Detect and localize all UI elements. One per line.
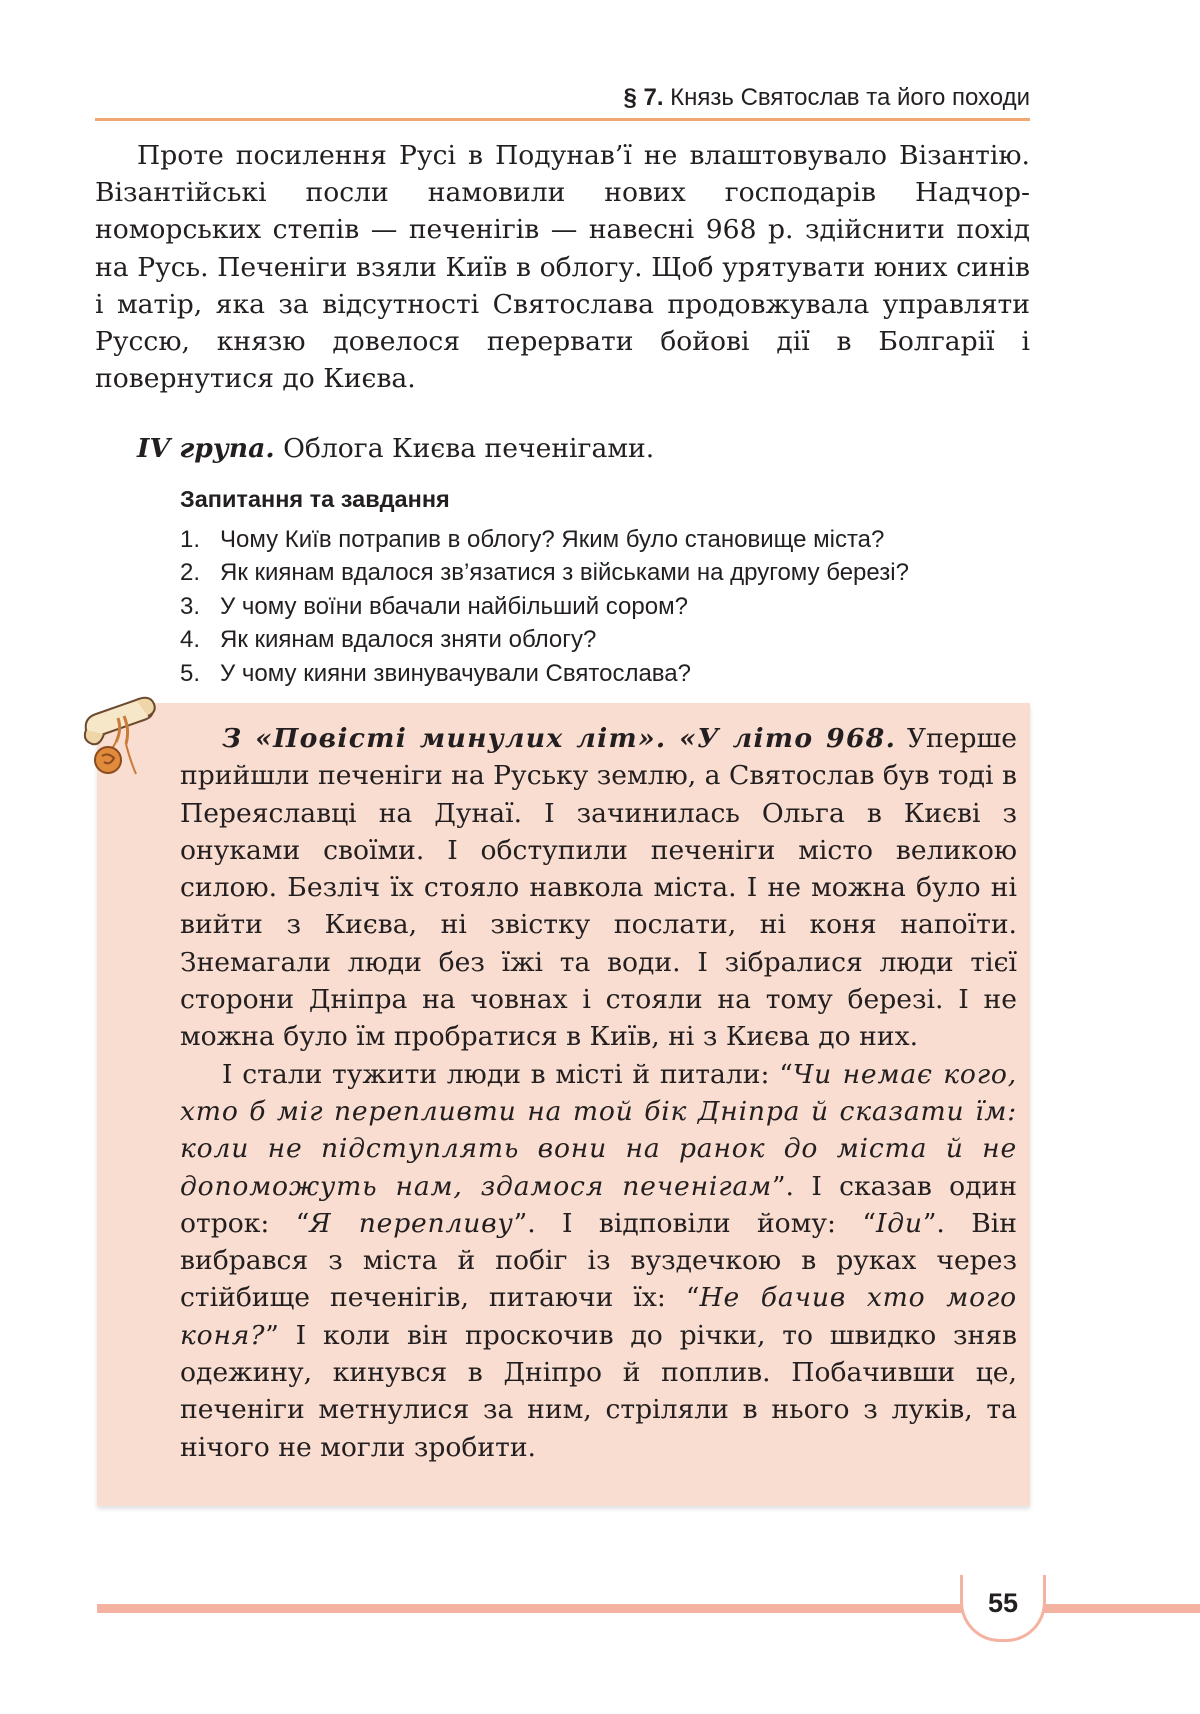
list-item: 4. Як киянам вдалося зняти облогу?: [180, 626, 597, 654]
quote-paragraph-1: З «Повісті минулих літ». «У літо 968. Уперше прийшли печеніги на Руську землю, а Святослав був тоді в Переяславці на Дунаї. І зачинилась Ольга в Києві з онуками своїми. І обступили печеніги місто великою силою. Безліч їх стояло навкола міста. І не можна було ні вийти з Києва, ні звістку послати, ні коня напоїти. Знемагали люди без їжі та води. І зібралися люди тієї сторони Дніпра на човнах і стояли на тому березі. І не можна було їм пробратися в Київ, ні з Києва до них.: [180, 723, 1017, 1053]
list-item: 3. У чому воїни вбачали найбільший сором?: [180, 592, 688, 620]
list-item: 1. Чому Київ потрапив в облогу? Яким було становище міста?: [180, 526, 885, 553]
intro-text: [95, 137, 1030, 397]
questions-list: [180, 523, 1040, 690]
quote-paragraph-2: І стали тужити люди в місті й питали: “Чи немає кого, хто б міг перепливти на той бік Дніпра й сказати їм: коли не підступлять вони на ранок до міста й не допоможуть нам, здамося печенігам”. І сказав один отрок: “Я перепливу”. І відповіли йому: “Іди”. Він вибрався з міста й побіг із вуздечкою в руках через стійбище печенігів, питаючи їх: “Не бачив хто мого коня?” І коли він проскочив до річки, то швидко зняв одежину, кинувся в Дніпро й поплив. Побачивши це, печеніги метнулися за ним, стріляли в нього з луків, та нічого не могли зробити.: [180, 1058, 1018, 1463]
intro-paragraph: Проте посилення Русі в Подунав’ї не влаштовувало Візантію. Візантійські посли намовили нових господарів Надчорноморських степів — печенігів — навесні 968 р. здійснити похід на Русь. Печеніги взяли Київ в облогу. Щоб урятувати юних синів і матір, яка за відсутності Святослава продовжувала управляти Руссю, князю довелося перервати бойові дії в Болгарії і повернутися до Києва.: [95, 140, 1030, 395]
page-number: 55: [987, 1588, 1019, 1618]
scroll-with-seal-icon: [78, 690, 178, 810]
group-topic: Облога Києва печенігами.: [283, 433, 655, 464]
quote-text: [180, 720, 1017, 1466]
header-title: [623, 84, 1030, 112]
chapter-title: Князь Святослав та його походи: [670, 84, 1030, 111]
running-header: [95, 78, 1030, 121]
list-item: 5. У чому кияни звинувачували Святослава?: [180, 659, 691, 687]
questions-title: Запитання та завдання: [180, 486, 450, 512]
list-item: 2. Як киянам вдалося зв’язатися з військами на другому березі?: [180, 559, 909, 587]
quote-source: З «Повісті минулих літ». «У літо 968.: [222, 723, 897, 754]
section-number: § 7.: [623, 84, 664, 111]
group-heading: [137, 430, 1027, 467]
group-name: IV група.: [137, 433, 275, 464]
